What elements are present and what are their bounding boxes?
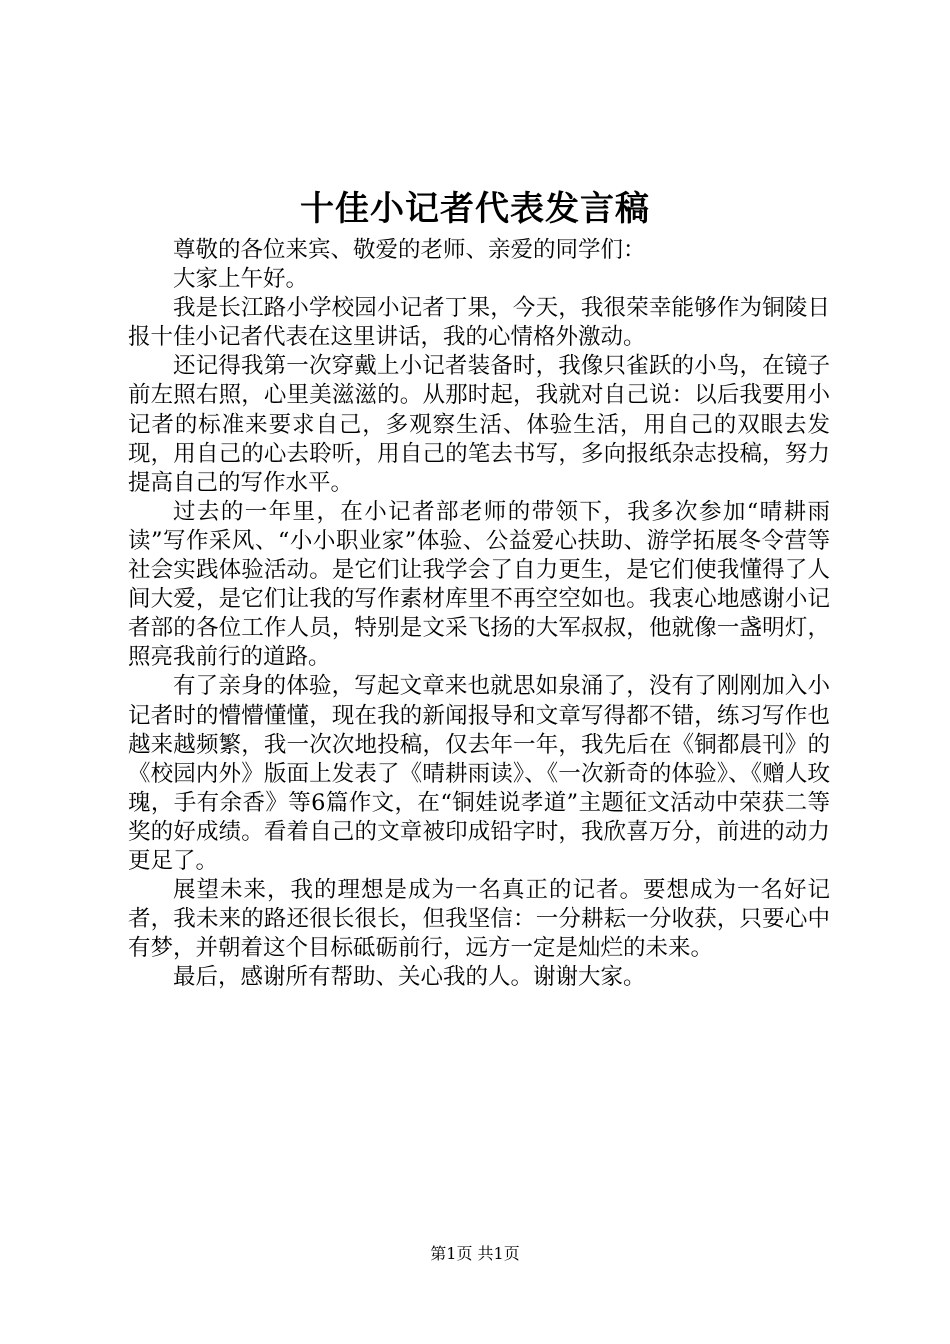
paragraph-first-experience: 还记得我第一次穿戴上小记者装备时，我像只雀跃的小鸟，在镜子前左照右照，心里美滋滋的。从那时起，我就对自己说：以后我要用小记者的标准来要求自己，多观察生活、体验生活，用自己的双眼去发现，用自己的心去聆听，用自己的笔去书写，多向报纸杂志投稿，努力提高自己的写作水平。 (128, 353, 830, 496)
paragraph-past-year: 过去的一年里，在小记者部老师的带领下，我多次参加“晴耕雨读”写作采风、“小小职业家”体验、公益爱心扶助、游学拓展冬令营等社会实践体验活动。是它们让我学会了自力更生，是它们使我懂得了人间大爱，是它们让我的写作素材库里不再空空如也。我衷心地感谢小记者部的各位工作人员，特别是文采飞扬的大军叔叔，他就像一盏明灯，照亮我前行的道路。 (128, 498, 830, 671)
paragraph-closing: 最后，感谢所有帮助、关心我的人。谢谢大家。 (173, 964, 646, 991)
document-title: 十佳小记者代表发言稿 (300, 189, 650, 229)
paragraph-future: 展望未来，我的理想是成为一名真正的记者。要想成为一名好记者，我未来的路还很长很长，但我坚信：一分耕耘一分收获，只要心中有梦，并朝着这个目标砥砺前行，远方一定是灿烂的未来。 (128, 877, 830, 962)
paragraph-greeting: 尊敬的各位来宾、敬爱的老师、亲爱的同学们： (173, 237, 646, 263)
paragraph-achievements: 有了亲身的体验，写起文章来也就思如泉涌了，没有了刚刚加入小记者时的懵懵懂懂，现在我的新闻报导和文章写得都不错，练习写作也越来越频繁，我一次次地投稿，仅去年一年，我先后在《铜都晨刊》的《校园内外》版面上发表了《晴耕雨读》、《一次新奇的体验》、《赠人玫瑰，手有余香》等6篇作文，在“铜娃说孝道”主题征文活动中荣获二等奖的好成绩。看着自己的文章被印成铅字时，我欣喜万分，前进的动力更足了。 (128, 673, 830, 874)
paragraph-intro: 我是长江路小学校园小记者丁果，今天，我很荣幸能够作为铜陵日报十佳小记者代表在这里讲话，我的心情格外激动。 (128, 295, 830, 351)
paragraph-hello: 大家上午好。 (173, 266, 309, 293)
page-footer: 第1页 共1页 (430, 1244, 520, 1263)
document-body (128, 236, 830, 992)
